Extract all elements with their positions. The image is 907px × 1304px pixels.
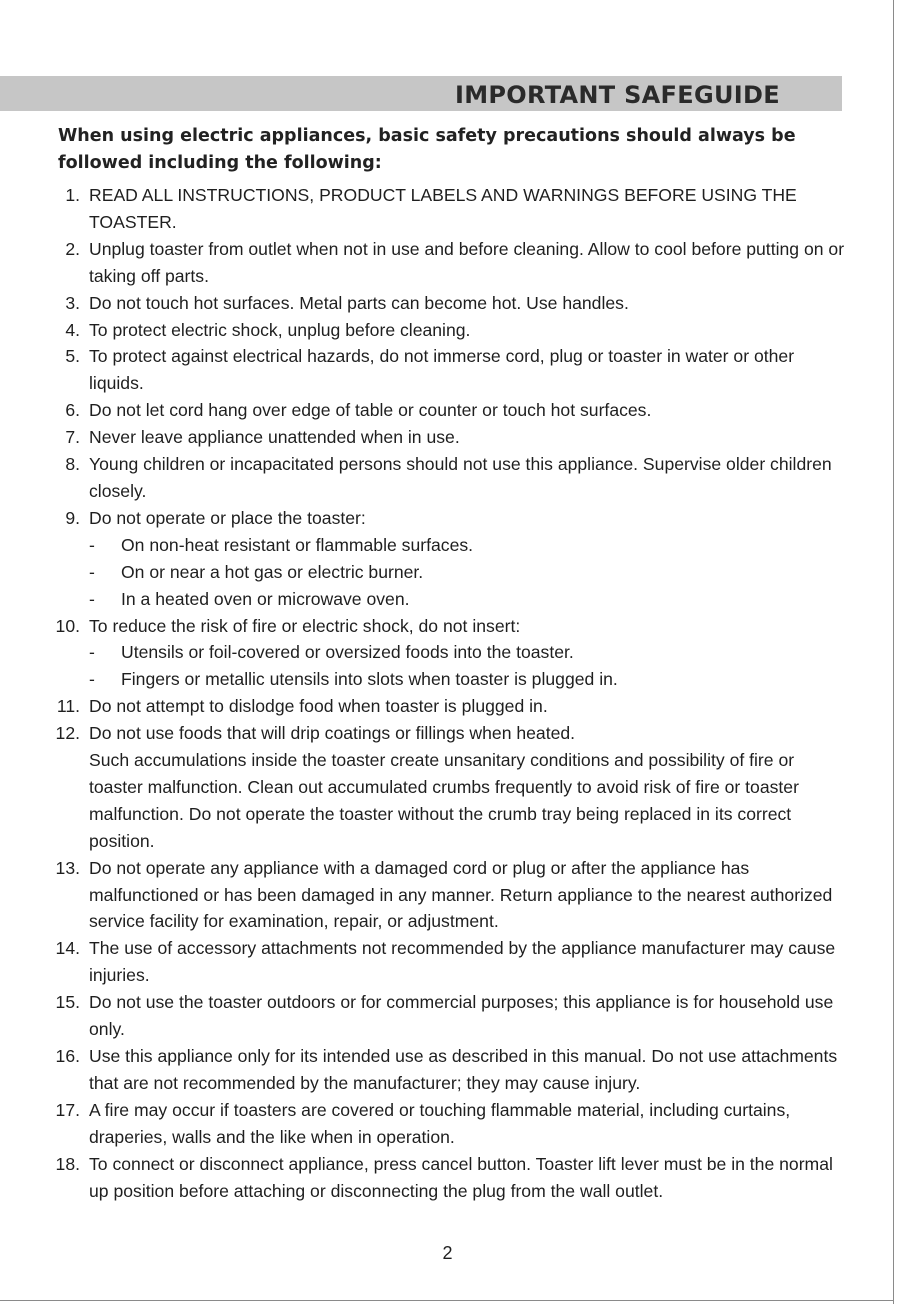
safety-instructions-list — [0, 182, 893, 1204]
item-number: 4. — [65, 319, 80, 340]
item-text: To connect or disconnect appliance, press cancel button. Toaster lift lever must be in the normal up position before attaching or disconnecting the plug from the wall outlet. — [89, 1153, 833, 1201]
list-item — [0, 855, 893, 936]
sub-item-dash: - — [89, 588, 95, 609]
page-title: IMPORTANT SAFEGUIDE — [455, 81, 780, 109]
intro-text: When using electric appliances, basic safety precautions should always be followed including the following: — [58, 126, 796, 173]
item-text: Do not let cord hang over edge of table or counter or touch hot surfaces. — [89, 400, 652, 421]
item-text: Young children or incapacitated persons should not use this appliance. Supervise older children closely. — [89, 454, 832, 501]
item-number: 10. — [55, 615, 80, 636]
list-item — [0, 989, 893, 1043]
item-number: 3. — [65, 292, 80, 313]
item-text: Do not use foods that will drip coatings or fillings when heated. — [89, 723, 576, 744]
item-number: 8. — [65, 454, 80, 475]
item-text: The use of accessory attachments not recommended by the appliance manufacturer may cause injuries. — [89, 938, 836, 986]
sub-item-dash: - — [89, 642, 95, 663]
item-number: 18. — [55, 1153, 80, 1174]
item-number: 2. — [65, 238, 80, 259]
item-text: Do not operate or place the toaster: — [89, 507, 366, 528]
sub-list-item — [89, 586, 847, 613]
list-item — [0, 317, 893, 344]
item-text: To protect electric shock, unplug before cleaning. — [89, 319, 471, 340]
list-item — [0, 693, 893, 720]
list-item — [0, 182, 893, 236]
page-edge-rule-right — [893, 0, 894, 1304]
item-number: 9. — [65, 507, 80, 528]
sub-list-item — [89, 559, 847, 586]
item-text: Do not attempt to dislodge food when toaster is plugged in. — [89, 696, 548, 717]
list-item — [0, 397, 893, 424]
item-number: 16. — [55, 1046, 80, 1066]
sub-item-text: On or near a hot gas or electric burner. — [121, 561, 424, 582]
sub-item-text: On non-heat resistant or flammable surfaces. — [121, 534, 474, 555]
list-item — [0, 451, 893, 505]
item-text: Do not operate any appliance with a damaged cord or plug or after the appliance has malfunctioned or has been damaged in any manner. Return appliance to the nearest authorized service facility for examination, repair, or adjustment. — [89, 857, 833, 932]
item-number: 15. — [55, 992, 80, 1013]
item-number: 1. — [65, 185, 80, 205]
item-number: 5. — [65, 346, 80, 367]
item-number: 17. — [55, 1099, 80, 1120]
sub-list-item — [89, 532, 847, 559]
sub-list-item — [89, 639, 847, 666]
item-text: To reduce the risk of fire or electric shock, do not insert: — [89, 615, 521, 636]
sub-list-item — [89, 666, 847, 693]
list-item — [0, 1151, 893, 1205]
item-text: Do not touch hot surfaces. Metal parts can become hot. Use handles. — [89, 292, 629, 313]
list-item — [0, 424, 893, 451]
item-text: Use this appliance only for its intended use as described in this manual. Do not use attachments that are not recommended by the manufacturer; they may cause injury. — [89, 1046, 838, 1093]
item-text: READ ALL INSTRUCTIONS, PRODUCT LABELS AND WARNINGS BEFORE USING THE TOASTER. — [89, 185, 797, 232]
item-number: 12. — [55, 723, 80, 744]
sub-item-dash: - — [89, 534, 95, 555]
list-item — [0, 1043, 893, 1097]
sub-item-dash: - — [89, 561, 95, 582]
item-text: A fire may occur if toasters are covered or touching flammable material, including curtains, draperies, walls and the like when in operation. — [89, 1099, 791, 1147]
sub-item-text: Utensils or foil-covered or oversized foods into the toaster. — [121, 642, 574, 663]
list-item — [0, 720, 893, 855]
item-number: 13. — [55, 857, 80, 878]
item-number: 6. — [65, 400, 80, 421]
page-edge-rule-bottom — [0, 1300, 893, 1301]
sub-list — [89, 639, 847, 693]
list-item — [0, 1097, 893, 1151]
item-text: Do not use the toaster outdoors or for commercial purposes; this appliance is for household use only. — [89, 992, 834, 1040]
sub-item-text: In a heated oven or microwave oven. — [121, 588, 410, 609]
item-note: Such accumulations inside the toaster create unsanitary conditions and possibility of fire or toaster malfunction. Clean out accumulated crumbs frequently to avoid risk of fire or toaster malfunction. Do not operate the toaster without the crumb tray being replaced in its correct position. — [89, 750, 799, 851]
list-item — [0, 236, 893, 290]
item-number: 11. — [56, 696, 80, 717]
sub-item-text: Fingers or metallic utensils into slots when toaster is plugged in. — [121, 669, 618, 690]
item-text: To protect against electrical hazards, do not immerse cord, plug or toaster in water or other liquids. — [89, 346, 795, 394]
sub-item-dash: - — [89, 669, 95, 690]
list-item — [0, 935, 893, 989]
page-number: 2 — [442, 1243, 453, 1263]
list-item — [0, 290, 893, 317]
sub-list — [89, 532, 847, 613]
title-bar — [0, 76, 842, 111]
list-item — [0, 613, 893, 694]
item-text: Unplug toaster from outlet when not in use and before cleaning. Allow to cool before putting on or taking off parts. — [89, 238, 845, 286]
item-number: 7. — [65, 427, 80, 448]
list-item — [0, 343, 893, 397]
list-item — [0, 505, 893, 613]
item-text: Never leave appliance unattended when in use. — [89, 427, 460, 448]
item-number: 14. — [55, 938, 80, 959]
